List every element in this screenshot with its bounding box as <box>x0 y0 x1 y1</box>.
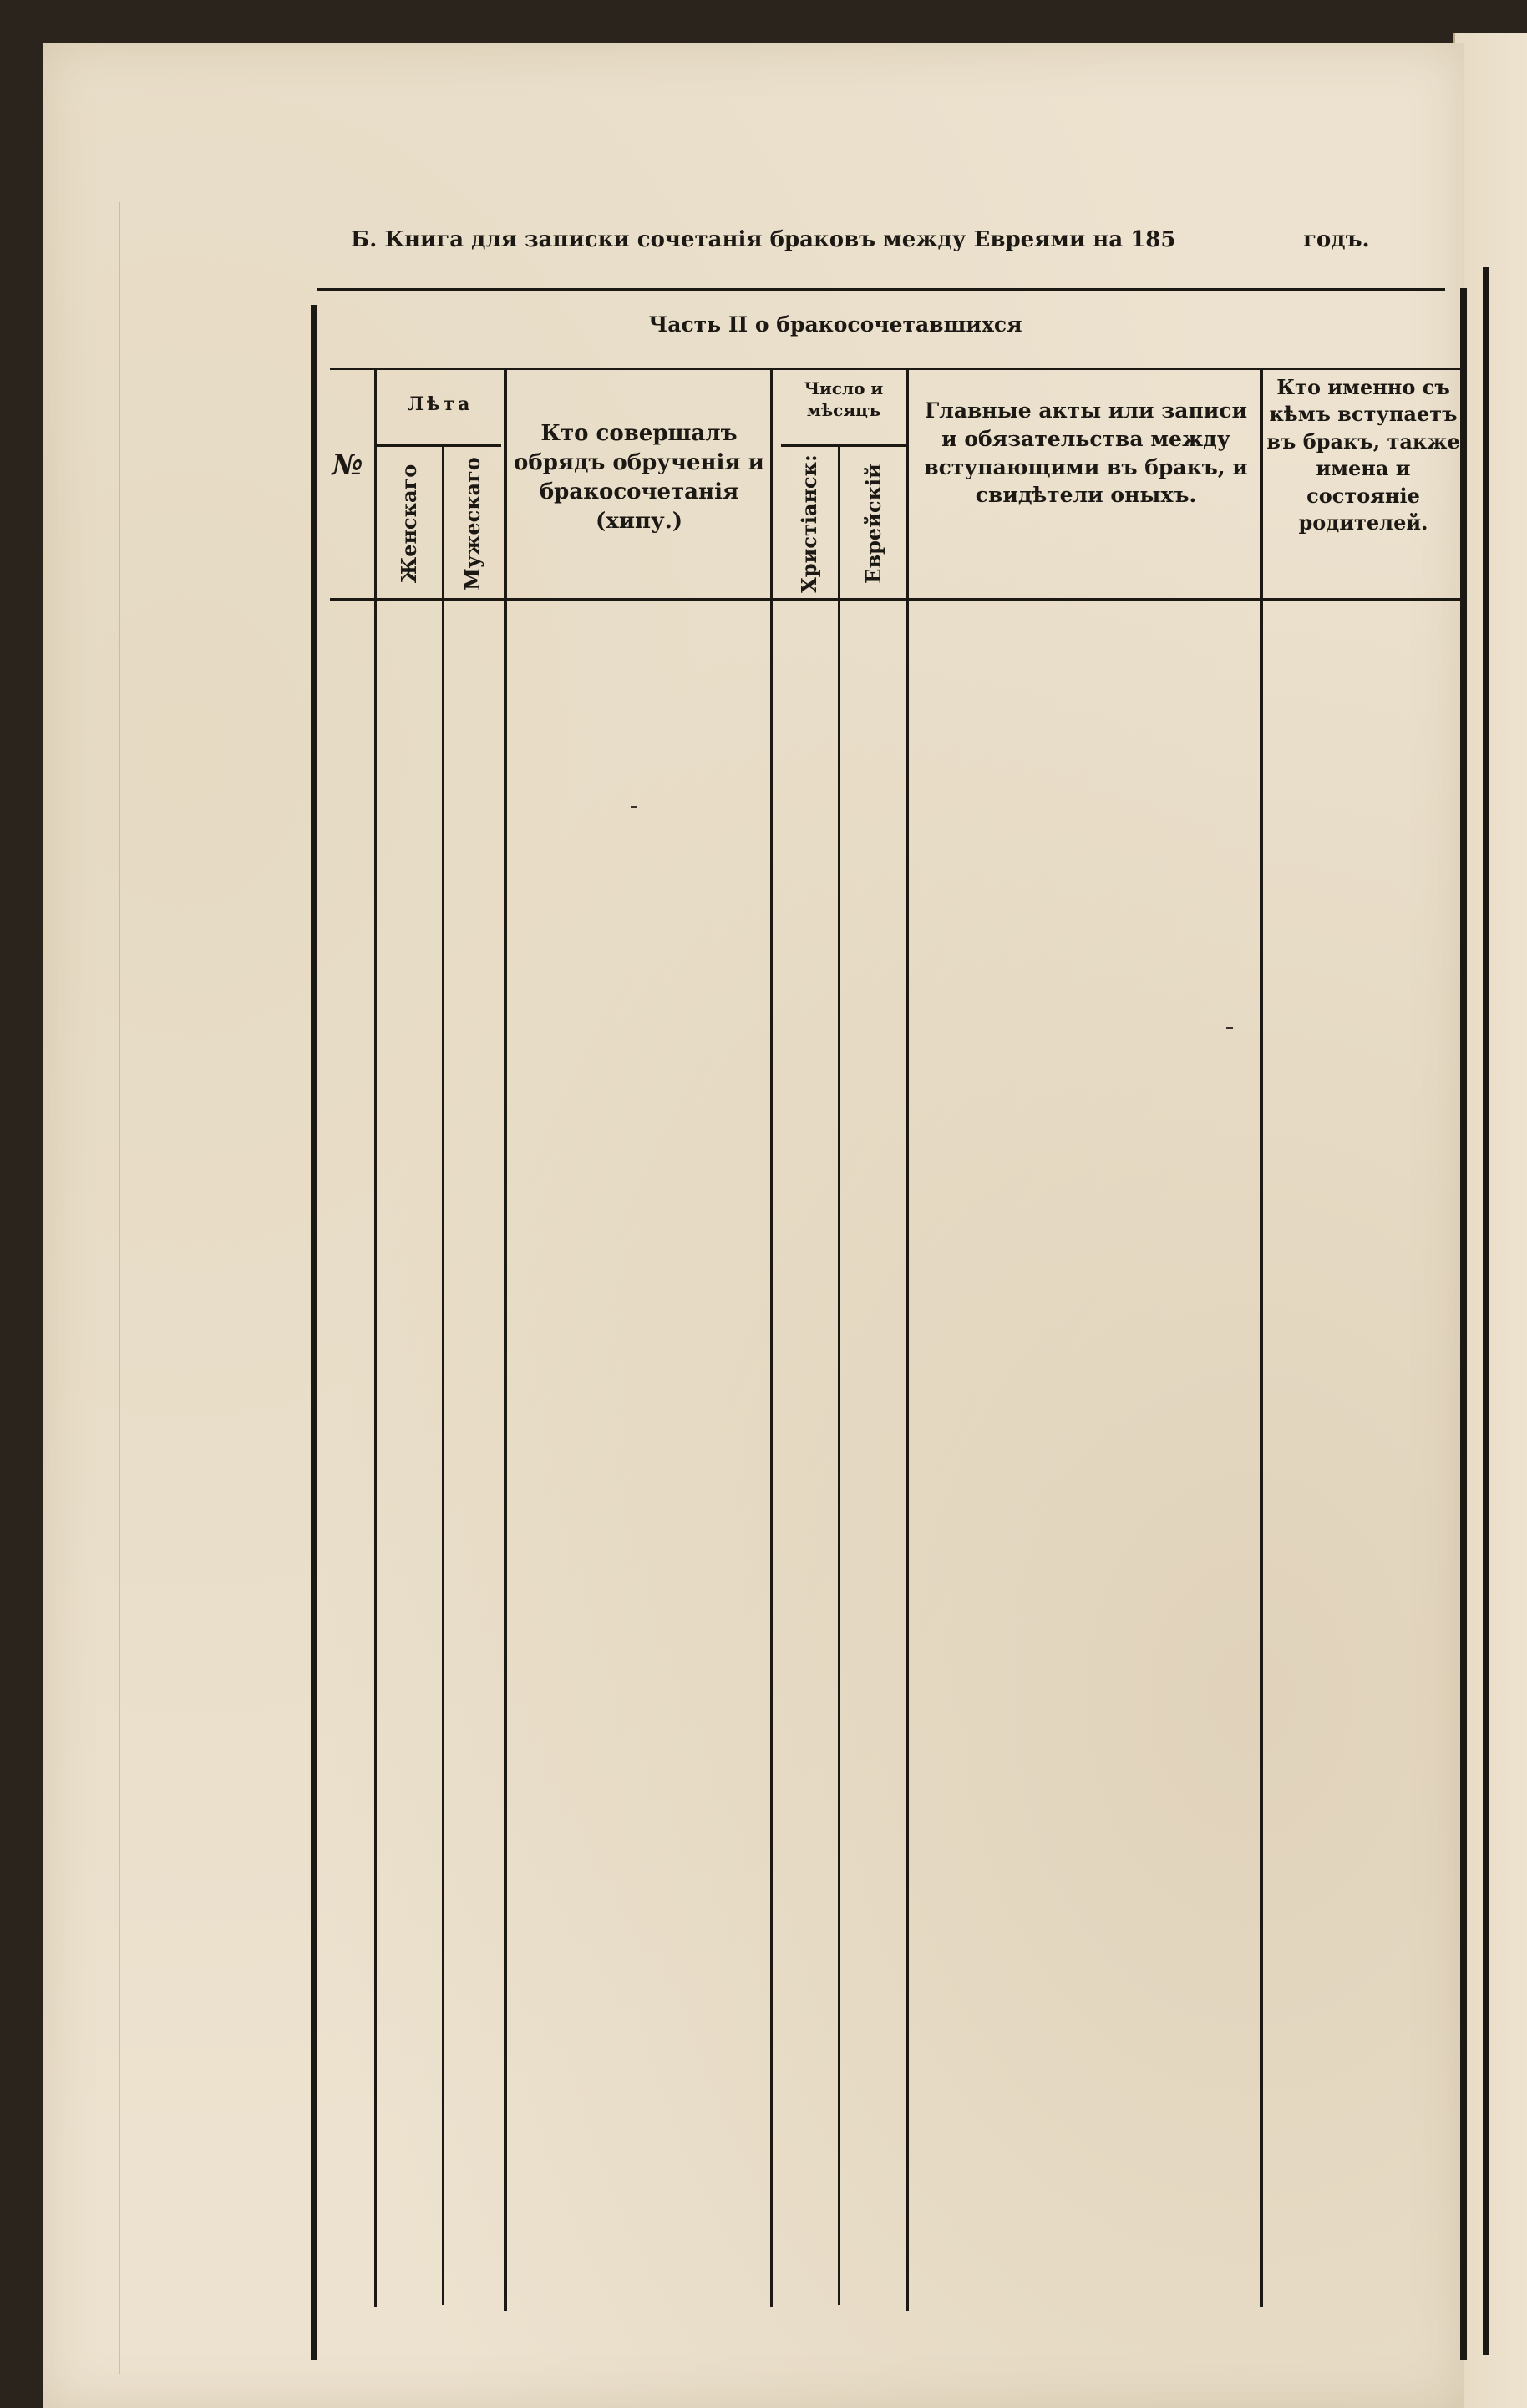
col-number-header: № <box>332 449 363 482</box>
col-date-group-header: Число и мѣсяцъ <box>804 378 884 420</box>
col-divider-age-end <box>504 369 507 2311</box>
col-divider-acts <box>1260 369 1263 2307</box>
col-age-male-header: Мужескаго <box>460 457 484 591</box>
col-date-christian-header: Христіанск: <box>797 454 821 593</box>
table-top-rule <box>317 288 1445 291</box>
part-title: Часть II о бракосочетавшихся <box>648 312 1022 337</box>
printer-mark <box>631 806 637 808</box>
printer-mark <box>1226 1027 1233 1029</box>
col-officiant-header: Кто совершалъ обрядъ обрученія и бракосочетанія (хипу.) <box>514 421 764 535</box>
col-who-header: Кто именно съ кѣмъ вступаетъ въ бракъ, также имена и состояніе родителей. <box>1266 375 1460 535</box>
title-main: Б. Книга для записки сочетанія браковъ между Евреями на 185 <box>351 227 1176 252</box>
table-right-border <box>1460 288 1467 2360</box>
title-year-word: годъ. <box>1303 227 1370 252</box>
col-divider-age <box>442 447 444 2305</box>
col-divider-date-end <box>906 369 909 2311</box>
col-date-jewish-header: Еврейскій <box>861 464 885 584</box>
page-fold-crease <box>119 202 120 2374</box>
col-divider-number <box>374 369 377 2307</box>
col-age-group-header: Лѣта <box>407 393 474 415</box>
table-part-rule <box>330 368 1462 370</box>
table-left-border <box>311 305 317 2360</box>
col-divider-officiant <box>770 369 773 2307</box>
col-divider-date <box>838 447 840 2305</box>
page-title <box>351 227 1403 261</box>
col-acts-header: Главные акты или записи и обязательства между вступающими въ бракъ, и свидѣтели оныхъ. <box>924 398 1248 508</box>
adjacent-page-rule <box>1483 267 1489 2355</box>
header-bottom-rule <box>330 598 1462 601</box>
col-age-female-header: Женскаго <box>397 464 421 584</box>
